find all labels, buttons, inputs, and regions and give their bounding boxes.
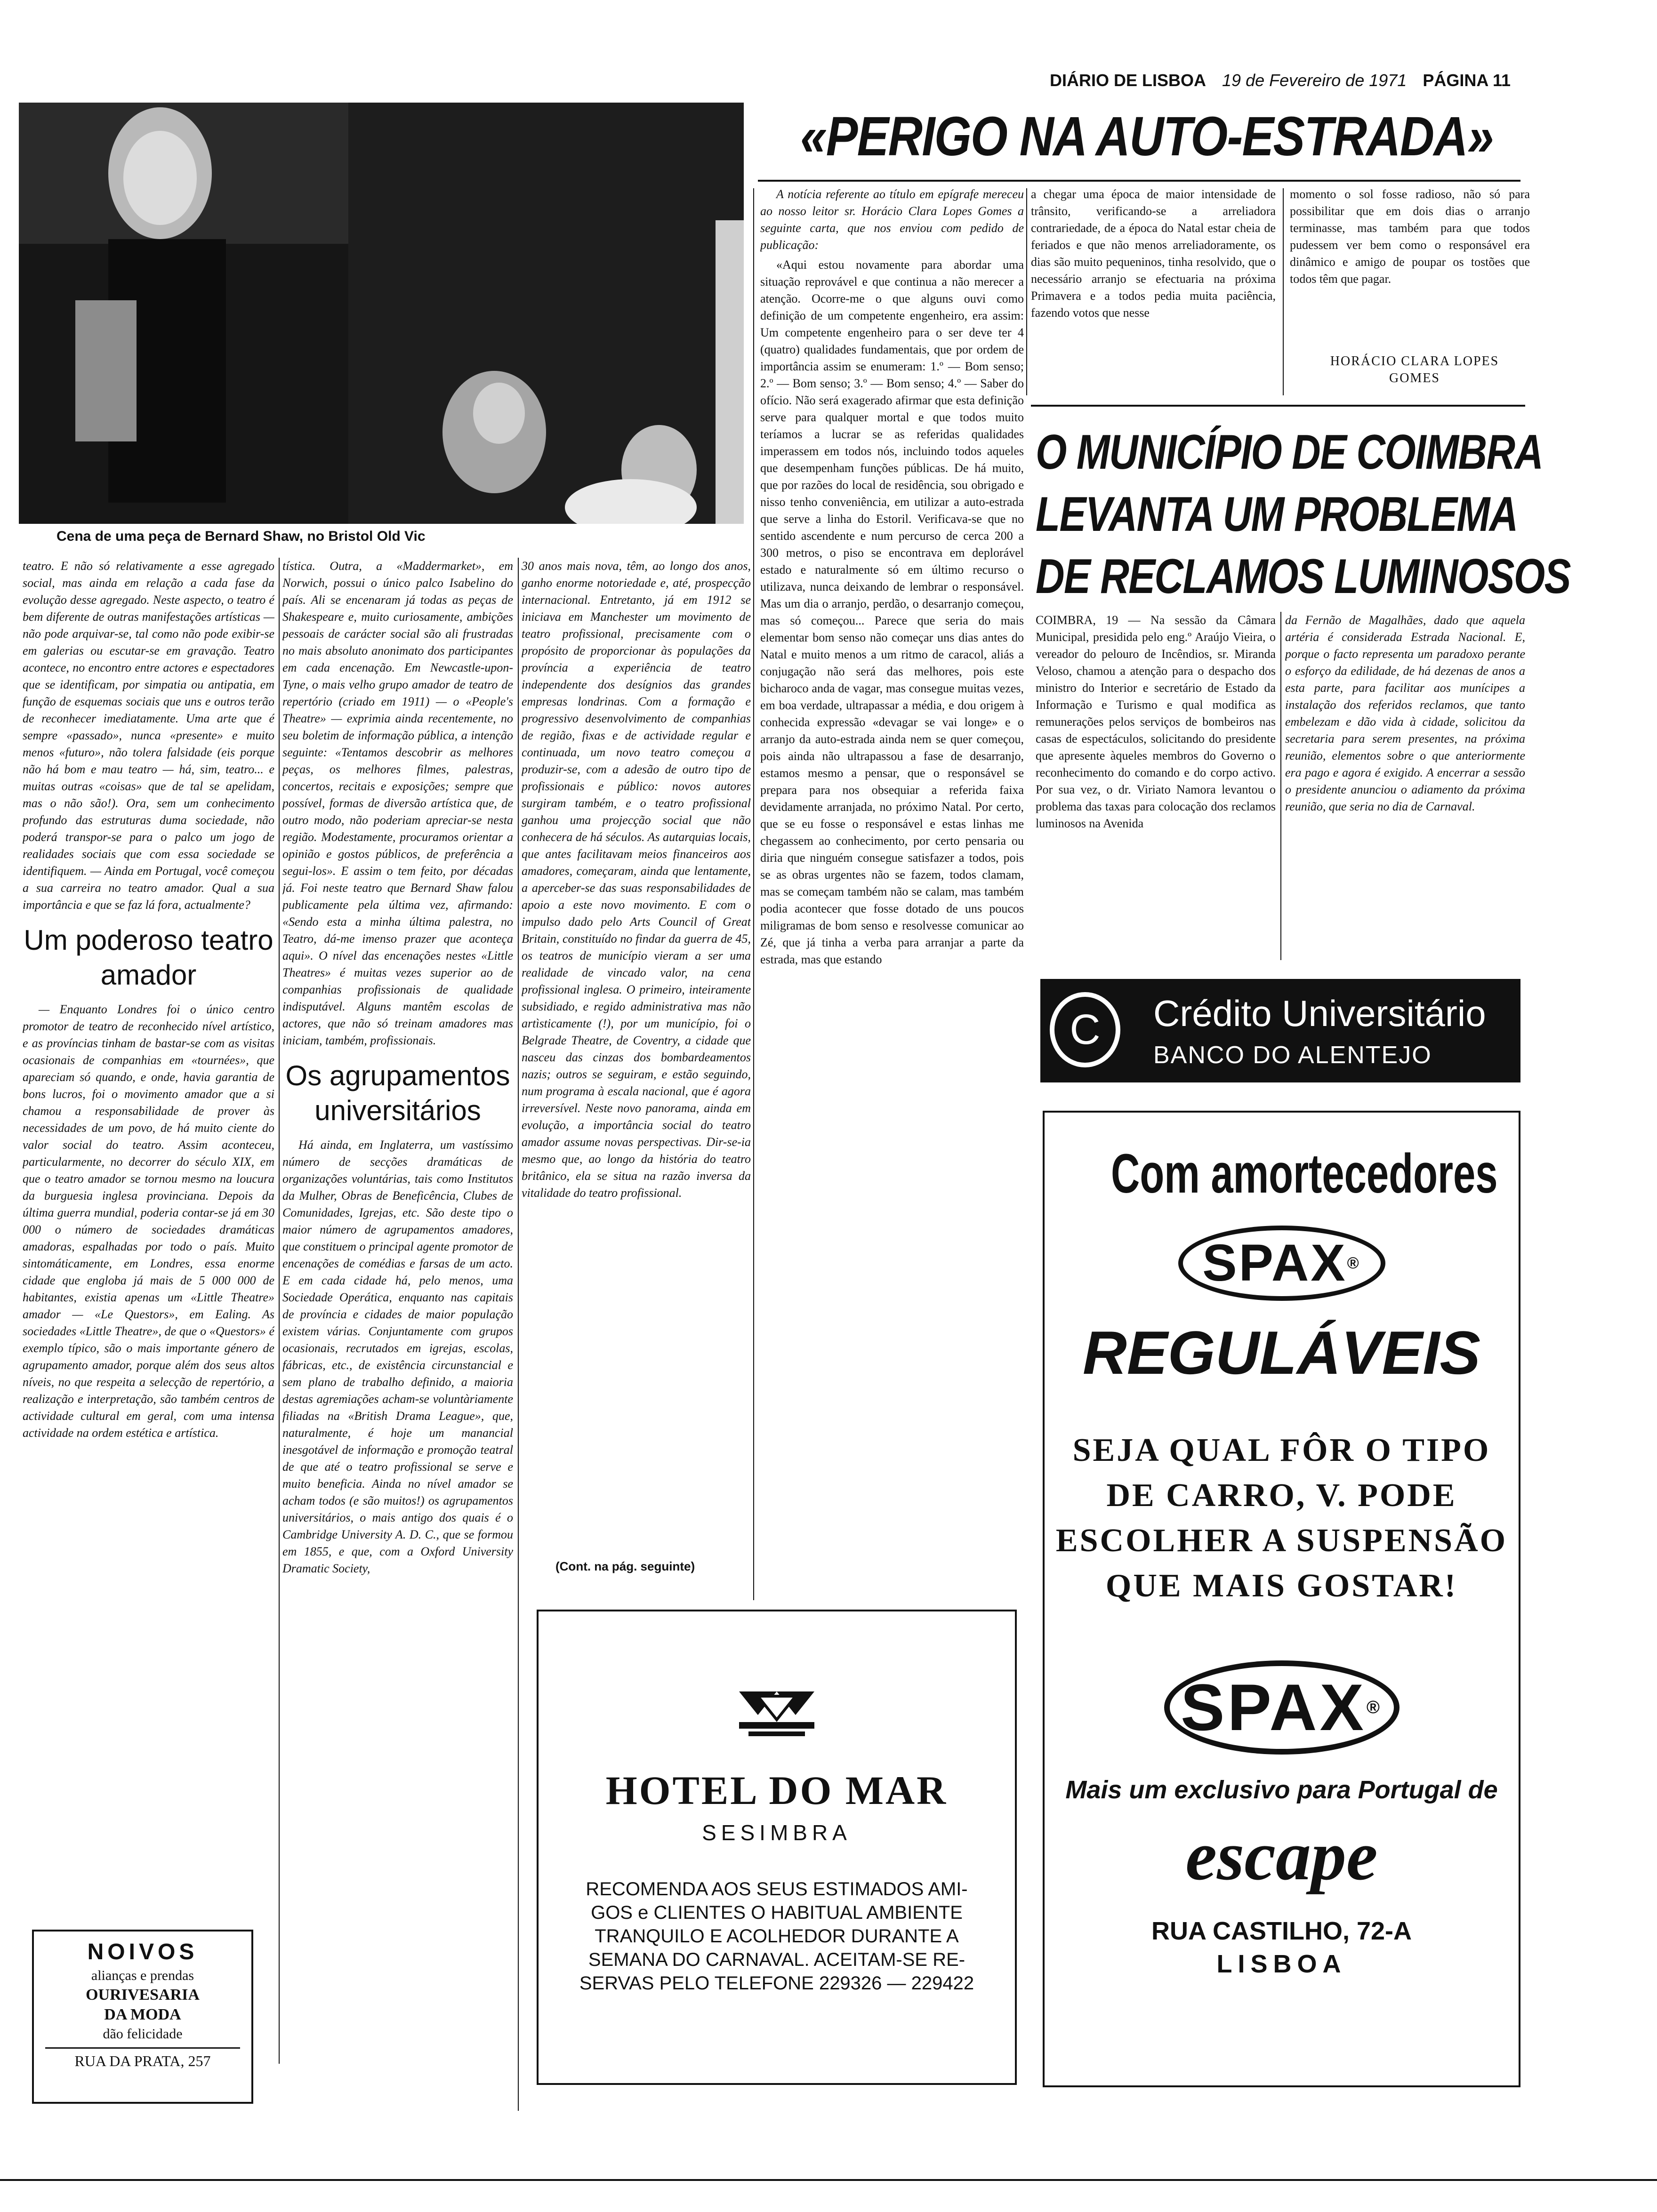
masthead-paper: DIÁRIO DE LISBOA xyxy=(1050,71,1207,90)
spax-reg: ® xyxy=(1347,1254,1361,1272)
spax-line3: SEJA QUAL FÔR O TIPO xyxy=(1072,1432,1491,1468)
coimbra-headline xyxy=(1036,421,1570,608)
spax-logo-large xyxy=(1164,1660,1400,1755)
theatre-column-1 xyxy=(23,558,274,1923)
theatre-column-3 xyxy=(522,558,751,1518)
noivos-divider xyxy=(45,2047,240,2049)
credito-bank: BANCO DO ALENTEJO xyxy=(1153,1042,1432,1069)
spax-reg-large: ® xyxy=(1366,1698,1383,1717)
spax-line6: QUE MAIS GOSTAR! xyxy=(1105,1568,1458,1604)
escape-address1: RUA CASTILHO, 72-A xyxy=(1151,1917,1412,1945)
spax-line5: ESCOLHER A SUSPENSÃO xyxy=(1055,1523,1508,1559)
theatre-col2-body2: Há ainda, em Inglaterra, um vastíssimo número de secções dramáticas de organizações voluntárias, tais como Institutos da Mulher, Obras de Beneficência, Clubes de Comunidades, Igrejas, etc. São deste tipo o maior número de agrupamentos amadores, que constituem o principal agente promotor de encenações de comédias e farsas de um acto. E em cada cidade há, pelo menos, uma Sociedade Operática, enquanto nas capitais de província e cidades de maior população existem várias. Conjuntamente com grupos ocasionais, recrutados em igrejas, escolas, fábricas, etc., de existência circunstancial e sem plano de trabalho definido, a maioria destas agremiações acham-se voluntàriamente filiadas na «British Drama League», que, naturalmente, é hoje um manancial inesgotável de informação e promoção teatral de que até o teatro profissional se serve e muito beneficia. Ainda no nível amador se acham todos (e são muitos!) os agrupamentos universitários, o mais antigo dos quais é o Cambridge University A. D. C., que se formou em 1855, e que, com a Oxford University Dramatic Society, xyxy=(282,1138,513,1575)
spax-ad xyxy=(1043,1111,1520,2087)
noivos-line3: DA MODA xyxy=(104,2006,181,2023)
coimbra-column-2 xyxy=(1285,612,1525,970)
theatre-col1-body2: — Enquanto Londres foi o único centro promotor de teatro de reconhecido nível artístico, e as províncias tinham de bastar-se com as visitas ocasionais de companhias em «tournées», que apareciam só quando, e onde, havia garantia de bons lucros, foi o movimento amador que a si chamou a responsabilidade de prover às necessidades de um povo, de há muito ciente do valor social do teatro. Assim aconteceu, particularmente, no decorrer do século XIX, em que o teatro amador se tornou mesmo na loucura da burguesia inglesa provinciana. Depois da última guerra mundial, poderia contar-se já em 30 000 o número de sociedades dramáticas amadoras, espalhadas por todo o país. Muito sintomáticamente, em Londres, essa enorme cidade que engloba já mais de 5 000 000 de habitantes, existia apenas um «Little Theatre» amador — «Le Questors», em Ealing. As sociedades «Little Theatre», de que o «Questors» é exemplo típico, são o mais importante género de agrupamento amador, porque além dos seus altos níveis, no que respeita a selecção de repertório, a realização e interpretação, são também centros de actividade cultural em geral, com uma intensa actividade na ordem estética e artística. xyxy=(23,1002,274,1440)
theatre-col3-body: 30 anos mais nova, têm, ao longo dos anos, ganho enorme notoriedade e, até, prospecção internacional. Entretanto, já em 1912 se iniciava em Manchester um movimento de teatro profissional, precisamente com o propósito de proporcionar às populações da província a experiência de teatro independente dos desígnios das grandes empresas londrinas. Com a formação e progressivo desenvolvimento de companhias de região, fixas e de actividade regular e continuada, um novo teatro começou a produzir-se, com a adesão de outro tipo de profissionais e público: novos autores surgiram também, e o teatro profissional ganhou uma projecção social que não conhecera de há séculos. As autarquias locais, que antes facilitavam meios financeiros aos amadores, começaram, ainda que lentamente, a aperceber-se das suas responsabilidades de apoio a este novo movimento. E com o impulso dado pelo Arts Council of Great Britain, constituído no findar da guerra de 45, os teatros de município vieram a ser uma realidade de vincado valor, na cena profissional inglesa. O primeiro, inteiramente subsidiado, e regido administrativa mas não artìsticamente (!), por um município, foi o Belgrade Theatre, de Coventry, a cidade que nasceu das cinzas dos bombardeamentos nazis; outros se seguiram, e estão seguindo, num programa à escala nacional, que é agora irreversível. Neste novo panorama, ainda em evolução, a importância social do teatro amador assume novas perspectivas. Dir-se-ia mesmo que, ao longo da história do teatro britânico, ela se situa na razão inversa da vitalidade do teatro profissional. xyxy=(522,559,751,1200)
spax-logo-small xyxy=(1178,1226,1385,1301)
spax-line4: DE CARRO, V. PODE xyxy=(1106,1477,1457,1514)
masthead xyxy=(1050,69,1520,92)
perigo-col2-body: a chegar uma época de maior intensidade de trânsito, verificando-se a arreliadora contrariedade, de a época do Natal estar cheia de feriados e que não menos arreliadoramente, os dias são muito pequeninos, tinha resolvido, que o necessário arranjo se efectuaria na próxima Primavera e a todos pedia muita paciência, fazendo votos que nesse xyxy=(1031,187,1276,320)
perigo-column-1 xyxy=(760,186,1024,1574)
perigo-col1-body: «Aqui estou novamente para abordar uma situação reprovável e que continua a não merecer a atenção. Ocorre-me o que alguns ouvi como definição de um competente engenheiro, era assim: Um competente engenheiro para o ser deve ter 4 (quatro) qualidades fundamentais, que por ordem de importância assim se enumeram: 1.º — Bom senso; 2.º — Bom senso; 3.º — Bom senso; 4.º — Saber do ofício. Não será exagerado afirmar que esta definição serve para qualquer mortal e que todos muito teríamos a lucrar se as referidas qualidades imperassem em todos nós, incluindo todos aqueles que desempenham funções públicas. De há muito, que por razões do local de residência, sou obrigado e nisso tenho conveniência, em utilizar a auto-estrada que serve a linha do Estoril. Verificava-se que no sentido ascendente e num percurso de cerca 200 a 300 metros, o piso se encontrava em deplorável estado e naturalmente só em último recurso o utilizava, nunca deixando de lembrar o responsável. Mas um dia o arranjo, perdão, o desarranjo começou, mas só começou... Parece que seria do mais elementar bom senso não começar uns dias antes do Natal e muito menos a um ritmo de caracol, aliás a conjugação não será das melhores, pois este bicharoco anda de vagar, mas consegue muitas vezes, em boa verdade, ultrapassar a média, e dou origem à conhecida expressão «devagar se vai longe» e o arranjo da auto-estrada ainda nem se quer começou, pois ainda não ultrapassou a fase de desarranjo, estamos mesmo a pensar, que o responsável se prepara para nos obsequiar a referida faixa devidamente arranjada, no próximo Natal. Por certo, que se eu fosse o responsável e estas linhas me chegassem ao conhecimento, por certo pensaria ou diria que ninguém consegue satisfazer a todos, pois se as obras urgentes não se fazem, todos clamam, mas se começam também não se calam, mas também podia acontecer que fosse dotado de uns poucos miligramas de bom senso e resolvesse comunicar ao Zé, que já tinha a verba para arranjar a parte da estrada, mas que estando xyxy=(760,258,1024,966)
perigo-col3-body: momento o sol fosse radioso, não só para possibilitar que em dois dias o arranjo terminasse, mas também para que todos pudessem ver bem como o responsável era dinâmico e amigo de poupar os tostões que todos têm que pagar. xyxy=(1290,187,1530,286)
coimbra-headline-line1: O MUNICÍPIO DE COIMBRA xyxy=(1036,425,1543,480)
escape-logo: escape xyxy=(1185,1817,1378,1895)
noivos-line5: RUA DA PRATA, 257 xyxy=(74,2052,211,2069)
hotel-text-line: RECOMENDA AOS SEUS ESTIMADOS AMI- xyxy=(586,1879,968,1899)
coimbra-headline-line3: DE RECLAMOS LUMINOSOS xyxy=(1036,549,1570,604)
hotel-ad xyxy=(537,1610,1017,2085)
hotel-text-line: SERVAS PELO TELEFONE 229326 — 229422 xyxy=(579,1973,974,1994)
credito-logo-letter: C xyxy=(1070,1006,1101,1053)
masthead-page: PÁGINA 11 xyxy=(1423,71,1511,90)
theatre-scene-image xyxy=(19,103,744,524)
column-rule xyxy=(1026,188,1027,395)
column-rule xyxy=(1280,612,1281,960)
spax-line1: Com amortecedores xyxy=(1110,1143,1498,1205)
escape-address2: LISBOA xyxy=(1216,1950,1347,1978)
perigo-intro: A notícia referente ao título em epígrafe mereceu ao nosso leitor sr. Horácio Clara Lopes Gomes a seguinte carta, que nos enviou com pedido de publicação: xyxy=(760,187,1024,252)
theatre-column-2 xyxy=(282,558,513,2097)
page-bottom-rule xyxy=(0,2179,1657,2181)
column-rule xyxy=(1283,188,1284,395)
noivos-line1: alianças e prendas xyxy=(91,1968,194,1983)
spax-brand-large: SPAX xyxy=(1181,1670,1367,1744)
column-rule xyxy=(279,558,280,2064)
section-rule xyxy=(1031,405,1525,407)
noivos-ad xyxy=(32,1930,253,2104)
column-rule xyxy=(518,558,519,2111)
hotel-text xyxy=(539,1877,1015,1995)
spax-brand: SPAX xyxy=(1202,1234,1347,1292)
photo-caption: Cena de uma peça de Bernard Shaw, no Bristol Old Vic xyxy=(56,529,426,544)
coimbra-col2-body: da Fernão de Magalhães, dado que aquela artéria é considerada Estrada Nacional. E, porque o facto representa um paradoxo perante o esforço da edilidade, de há dezenas de anos a esta parte, para facilitar aos munícipes a instalação dos referidos reclamos, que tanto embelezam e dão vida à cidade, solicitou da secretaria para serem presentes, na próxima reunião, elementos sobre o que anteriormente era pago e agora é exigido. A encerrar a sessão o presidente anunciou o adiamento da próxima reunião, que seria no dia de Carnaval. xyxy=(1285,613,1525,813)
perigo-column-2 xyxy=(1031,186,1276,398)
hotel-town: SESIMBRA xyxy=(702,1820,852,1845)
hotel-text-line: TRANQUILO E ACOLHEDOR DURANTE A xyxy=(595,1926,959,1947)
perigo-signature: HORÁCIO CLARA LOPES GOMES xyxy=(1330,354,1499,385)
continued-note: (Cont. na pág. seguinte) xyxy=(555,1559,695,1573)
coimbra-headline-line2: LEVANTA UM PROBLEMA xyxy=(1036,487,1518,542)
noivos-line2: OURIVESARIA xyxy=(86,1986,200,2004)
spax-body xyxy=(1045,1428,1519,1609)
credito-title: Crédito Universitário xyxy=(1153,993,1486,1034)
noivos-line4: dão felicidade xyxy=(103,2026,183,2042)
hotel-text-line: GOS e CLIENTES O HABITUAL AMBIENTE xyxy=(591,1902,963,1923)
headline-rule xyxy=(758,180,1520,182)
perigo-column-3 xyxy=(1290,186,1530,365)
spax-line2: REGULÁVEIS xyxy=(1082,1318,1481,1387)
hotel-logo-icon xyxy=(730,1682,824,1743)
masthead-date: 19 de Fevereiro de 1971 xyxy=(1222,71,1407,90)
credito-logo-icon xyxy=(1050,992,1120,1067)
subhead-poderoso: Um poderoso teatro amador xyxy=(24,924,273,991)
theatre-photo xyxy=(19,103,744,524)
credito-ad xyxy=(1040,979,1520,1082)
hotel-name: HOTEL DO MAR xyxy=(605,1768,948,1813)
coimbra-column-1 xyxy=(1036,612,1276,970)
subhead-universitarios: Os agrupamentos universitários xyxy=(285,1060,510,1126)
hotel-text-line: SEMANA DO CARNAVAL. ACEITAM-SE RE- xyxy=(588,1949,965,1970)
noivos-title: NOIVOS xyxy=(87,1940,198,1964)
perigo-headline: «PERIGO NA AUTO-ESTRADA» xyxy=(800,105,1493,168)
theatre-col2-body: tística. Outra, a «Maddermarket», em Norwich, possui o único palco Isabelino do país. Ali se encenaram já todas as peças de Shakespeare e, muito curiosamente, ambições pessoais de carácter social são ali frustradas no mais absoluto anonimato dos participantes em cada encenação. Em Newcastle-upon-Tyne, o mais velho grupo amador de teatro de repertório (criado em 1911) — o «People's Theatre» — exprimia ainda recentemente, no seu boletim de informação pública, a intenção seguinte: «Tentamos descobrir as melhores peças, os melhores filmes, palestras, concertos, recitais e exposições; sempre que possível, formas de diversão artística que, de outro modo, não poderiam apreciar-se nesta região. Modestamente, procuramos orientar a opinião e gostos públicos, de preferência a segui-los». E assim o tem feito, por décadas já. Foi neste teatro que Bernard Shaw falou publicamente pela última vez, afirmando: «Sendo esta a minha última palestra, no Teatro, dá-me imenso prazer que aconteça aqui». O nível das encenações nestes «Little Theatres» é muitas vezes superior ao de companhias profissionais de qualidade indisputável. Alguns mantêm escolas de actores, que não só treinam amadores mas iniciam, também, profissionais. xyxy=(282,559,513,1047)
spax-exclusive: Mais um exclusivo para Portugal de xyxy=(1065,1776,1498,1804)
column-rule xyxy=(753,188,754,1600)
coimbra-col1-body: COIMBRA, 19 — Na sessão da Câmara Municipal, presidida pelo eng.º Araújo Vieira, o vereador do pelouro de Incêndios, sr. Miranda Veloso, chamou a atenção para o despacho dos ministro do Interior e secretário de Estado da Informação e Turismo e qual modifica as remunerações pelos serviços de bombeiros nas casas de espectáculos, solicitando do presidente que apresente àqueles membros do Governo o reconhecimento do comando e do corpo activo. Por sua vez, o dr. Viriato Namora levantou o problema das taxas para colocação dos reclamos luminosos na Avenida xyxy=(1036,613,1276,830)
theatre-col1-body: teatro. E não só relativamente a esse agregado social, mas ainda em relação a cada fase da evolução desse agregado. Neste aspecto, o teatro é bem diferente de outras manifestações artísticas — não pode arquivar-se, tal como não pode exibir-se em galerias ou escutar-se em gravação. Teatro acontece, no encontro entre actores e espectadores que se identificam, por simpatia ou antipatia, em função de esquemas sociais que uns e outros terão de reconhecer imediatamente. Uma arte que é sempre «passado», nunca «presente» e muito menos «futuro», não tolera falsidade (eis porque não há bom e mau teatro — há, sim, teatro... e muitas outras «coisas» que de tal se apelidam, mas o não são!). Ora, sem um conhecimento profundo das estruturas duma sociedade, não poderá transpor-se para o palco um jogo de realidades sociais que com essa sociedade se identifiquem. — Ainda em Portugal, você começou a sua carreira no teatro amador. Qual a sua importância e que se faz lá fora, actualmente? xyxy=(23,559,274,912)
